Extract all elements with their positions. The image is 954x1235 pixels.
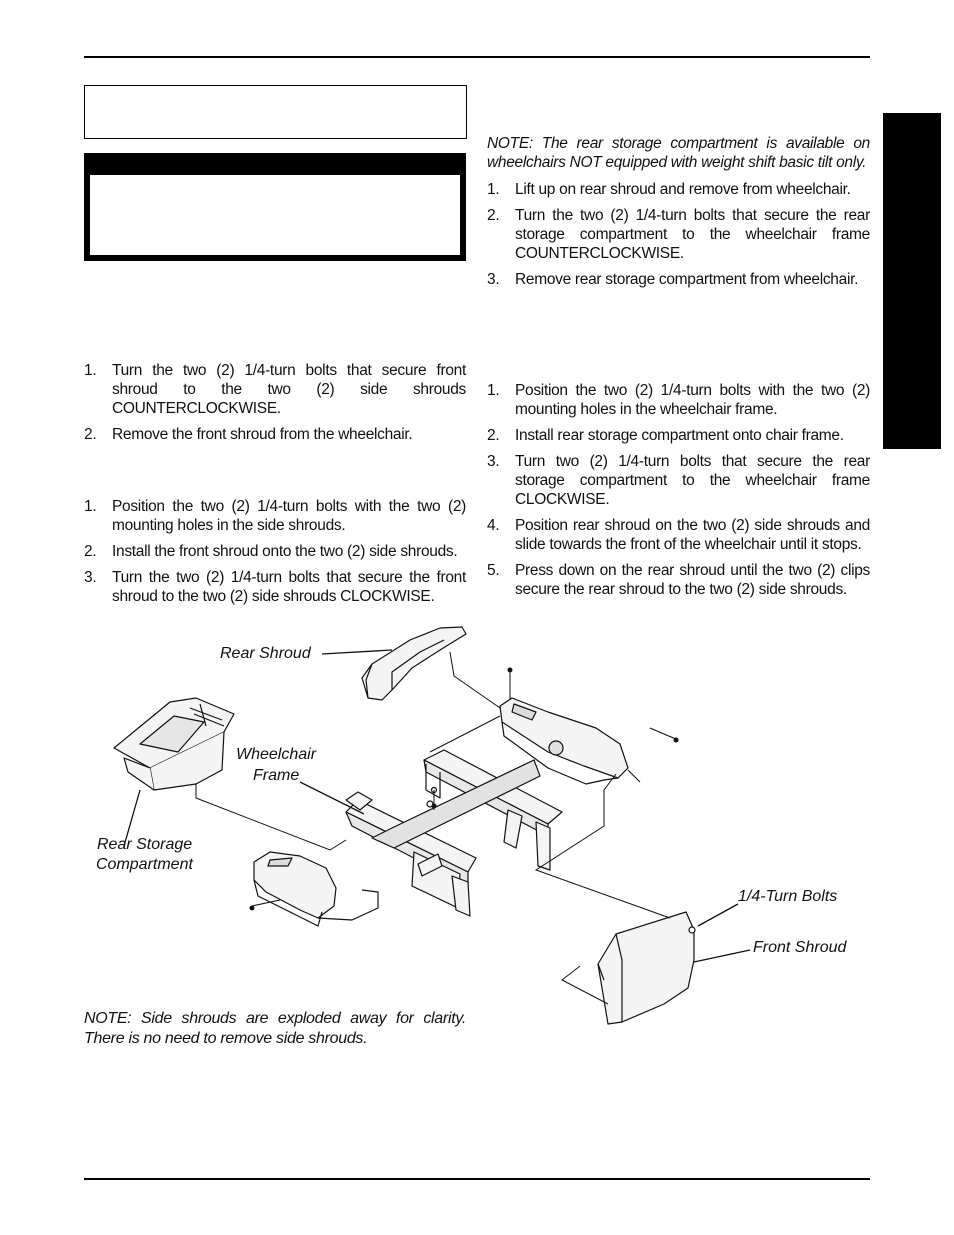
list-item: 5. Press down on the rear shroud until the two (2) clips secure the rear shroud to the two (2) side shrouds. <box>487 562 870 598</box>
rear-storage-label-line2: Compartment <box>96 856 193 873</box>
rear-shroud-label: Rear Shroud <box>220 645 311 662</box>
list-item: 2. Install the front shroud onto the two (2) side shrouds. <box>84 543 458 560</box>
wheelchair-frame-label-line2: Frame <box>253 767 300 784</box>
list-item: 3. Turn the two (2) 1/4-turn bolts that secure the front shroud to the two (2) side shrouds CLOCKWISE. <box>84 569 466 605</box>
list-item: 1. Turn the two (2) 1/4-turn bolts that secure front shroud to the two (2) side shrouds COUNTERCLOCKWISE. <box>84 362 466 417</box>
wheelchair-frame-drawing <box>346 750 562 916</box>
list-item: 4. Position rear shroud on the two (2) side shrouds and slide towards the front of the wheelchair until it stops. <box>487 517 870 553</box>
list-item: 3. Remove rear storage compartment from wheelchair. <box>487 271 859 288</box>
list-item: 1. Lift up on rear shroud and remove from wheelchair. <box>487 181 851 198</box>
list-item: 3. Turn two (2) 1/4-turn bolts that secure the rear storage compartment to the wheelchair frame CLOCKWISE. <box>487 453 870 508</box>
list-item: 1. Position the two (2) 1/4-turn bolts with the two (2) mounting holes in the side shrouds. <box>84 498 466 534</box>
rear-shroud-drawing <box>362 627 466 700</box>
list-item: 2. Install rear storage compartment onto chair frame. <box>487 427 844 444</box>
list-item: 2. Turn the two (2) 1/4-turn bolts that secure the rear storage compartment to the wheelchair frame COUNTERCLOCKWISE. <box>487 207 870 262</box>
bolts-label: 1/4-Turn Bolts <box>738 888 838 905</box>
left-side-shroud-drawing <box>254 852 378 926</box>
figure-note: NOTE: Side shrouds are exploded away for clarity. There is no need to remove side shrouds. <box>84 1010 466 1047</box>
list-item: 1. Position the two (2) 1/4-turn bolts with the two (2) mounting holes in the wheelchair frame. <box>487 382 870 418</box>
wheelchair-frame-label-line1: Wheelchair <box>236 746 317 763</box>
rear-storage-label-line1: Rear Storage <box>97 836 193 853</box>
rear-storage-compartment-drawing <box>114 698 234 790</box>
storage-note: NOTE: The rear storage compartment is available on wheelchairs NOT equipped with weight shift basic tilt only. <box>487 135 870 171</box>
front-shroud-drawing <box>598 912 695 1024</box>
front-shroud-label: Front Shroud <box>753 939 847 956</box>
list-item: 2. Remove the front shroud from the wheelchair. <box>84 426 413 443</box>
